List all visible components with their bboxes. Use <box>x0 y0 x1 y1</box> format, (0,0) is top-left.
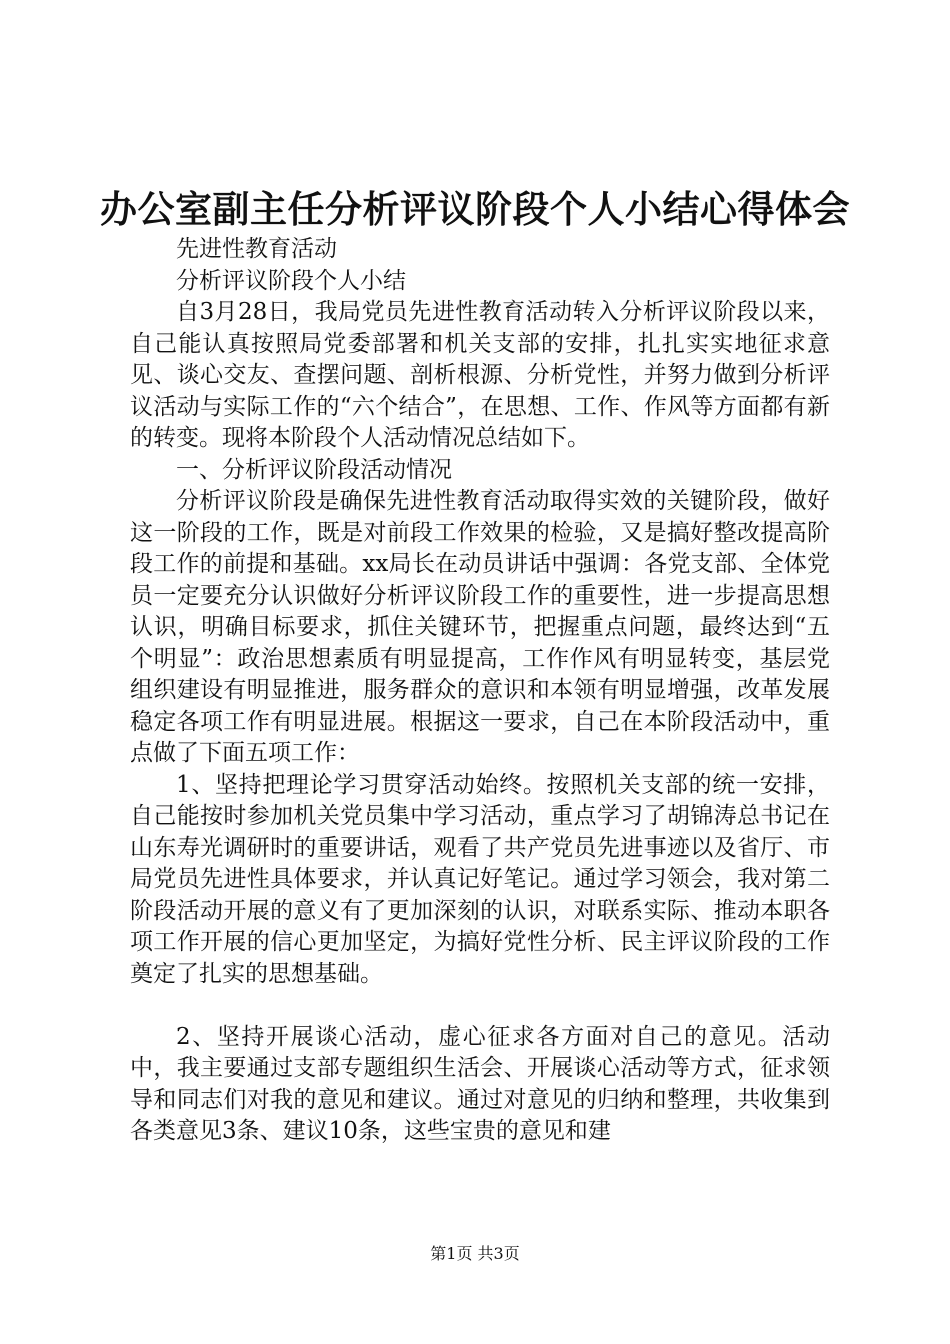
document-title: 办公室副主任分析评议阶段个人小结心得体会 <box>100 188 850 231</box>
paragraph-activity-name: 先进性教育活动 <box>176 236 337 262</box>
document-body <box>130 234 830 1148</box>
paragraph-item-1: 1、坚持把理论学习贯穿活动始终。按照机关支部的统一安排，自己能按时参加机关党员集中学习活动，重点学习了胡锦涛总书记在山东寿光调研时的重要讲话，观看了共产党员先进事迹以及省厅、市局党员先进性具体要求，并认真记好笔记。通过学习领会，我对第二阶段活动开展的意义有了更加深刻的认识，对联系实际、推动本职各项工作开展的信心更加坚定，为搞好党性分析、民主评议阶段的工作奠定了扎实的思想基础。 <box>130 771 830 987</box>
paragraph-intro: 自3月28日，我局党员先进性教育活动转入分析评议阶段以来，自己能认真按照局党委部署和机关支部的安排，扎扎实实地征求意见、谈心交友、查摆问题、剖析根源、分析党性，并努力做到分析评议活动与实际工作的“六个结合”，在思想、工作、作风等方面都有新的转变。现将本阶段个人活动情况总结如下。 <box>130 299 830 451</box>
page-footer: 第1页 共3页 <box>430 1244 520 1263</box>
paragraph-subtitle: 分析评议阶段个人小结 <box>176 267 406 294</box>
section-heading: 一、分析评议阶段活动情况 <box>176 456 452 483</box>
paragraph-item-2: 2、坚持开展谈心活动，虚心征求各方面对自己的意见。活动中，我主要通过支部专题组织生活会、开展谈心活动等方式，征求领导和同志们对我的意见和建议。通过对意见的归纳和整理，共收集到各类意见3条、建议10条，这些宝贵的意见和建 <box>130 1023 830 1144</box>
paragraph-overview: 分析评议阶段是确保先进性教育活动取得实效的关键阶段，做好这一阶段的工作，既是对前段工作效果的检验，又是搞好整改提高阶段工作的前提和基础。xx局长在动员讲话中强调：各党支部、全体党员一定要充分认识做好分析评议阶段工作的重要性，进一步提高思想认识，明确目标要求，抓住关键环节，把握重点问题，最终达到“五个明显”：政治思想素质有明显提高，工作作风有明显转变，基层党组织建设有明显推进，服务群众的意识和本领有明显增强，改革发展稳定各项工作有明显进展。根据这一要求，自己在本阶段活动中，重点做了下面五项工作： <box>130 488 830 766</box>
